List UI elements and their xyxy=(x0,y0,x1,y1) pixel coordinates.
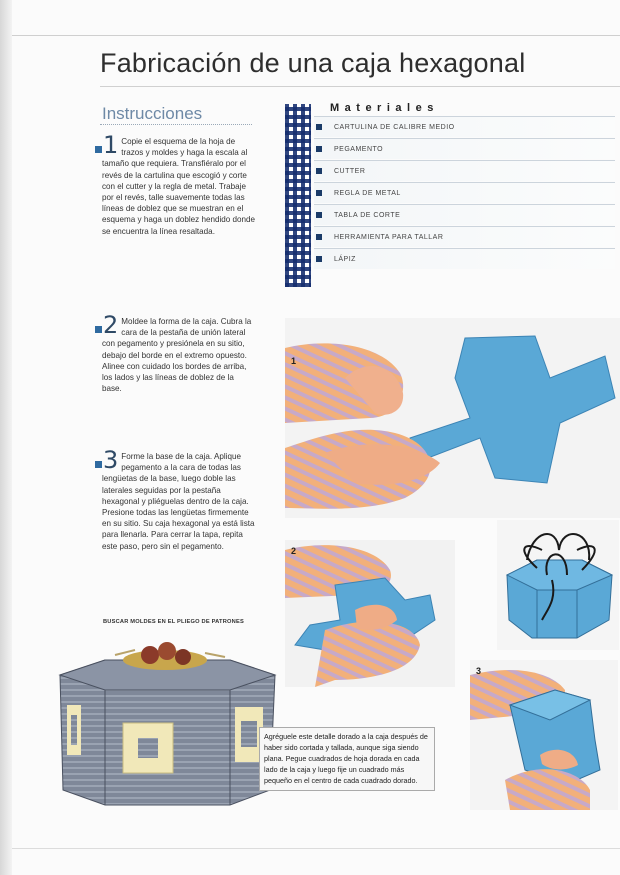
materials-item: HERRAMIENTA PARA TALLAR xyxy=(314,226,615,247)
title-rule xyxy=(100,86,620,87)
step-bullet-icon xyxy=(95,146,102,153)
photo-step-3 xyxy=(470,660,618,810)
photo-step-1 xyxy=(285,318,620,518)
square-bullet-icon xyxy=(316,190,322,196)
materials-item: CARTULINA DE CALIBRE MEDIO xyxy=(314,116,615,137)
square-bullet-icon xyxy=(316,124,322,130)
page-title: Fabricación de una caja hexagonal xyxy=(100,48,526,78)
patterns-note: BUSCAR MOLDES EN EL PLIEGO DE PATRONES xyxy=(103,619,244,625)
gift-caption: Agréguele este detalle dorado a la caja después de haber sido cortada y tallada, aunque siga siendo plana. Pegue cuadrados de hoja dorada en cada lado de la caja y luego fije un cuadrado más pequeño en el centro de cada cuadrado dorado. xyxy=(259,727,435,791)
step-1-text: Copie el esquema de la hoja de trazos y moldes y haga la escala al tamaño que requiera. Transfiéralo por el revés de la cartulina que escogió y corte con el cutter y la regla de metal. Trabaje por el revés, talle suavemente todas las líneas de doblez que se muestran en el esquema y haga un doblez hendido donde se encuentra la línea resaltada. xyxy=(102,137,256,236)
square-bullet-icon xyxy=(316,168,322,174)
book-spine-shadow xyxy=(0,0,12,875)
photo-step-3-illustration xyxy=(470,660,618,810)
photo-finished-box xyxy=(497,520,619,650)
photo-2-label: 2 xyxy=(291,546,297,556)
step-1 xyxy=(102,131,256,237)
bottom-rule xyxy=(12,848,620,849)
materials-item: TABLA DE CORTE xyxy=(314,204,615,225)
materials-item: PEGAMENTO xyxy=(314,138,615,159)
instructions-rule xyxy=(100,124,252,125)
top-rule xyxy=(12,35,620,36)
photo-step-1-illustration xyxy=(285,318,620,518)
step-2-number: 2 xyxy=(95,313,118,337)
square-bullet-icon xyxy=(316,146,322,152)
materials-item: REGLA DE METAL xyxy=(314,182,615,203)
step-2-text: Moldee la forma de la caja. Cubra la cara de la pestaña de unión lateral con pegamento y presiónela en su sitio, debajo del borde en el extremo opuesto. Alinee con cuidado los bordes de arriba, los lados y las líneas de doblez de la base. xyxy=(102,317,252,394)
gift-box-illustration xyxy=(55,635,280,815)
square-bullet-icon xyxy=(316,212,322,218)
step-bullet-icon xyxy=(95,461,102,468)
photo-1-label: 1 xyxy=(291,356,297,366)
step-3-text: Forme la base de la caja. Aplique pegamento a la cara de todas las lengüetas de la base, luego doble las laterales seguidas por la pestaña hexagonal y pliéguelas dentro de la caja. Presione todas las lengüetas firmemente en su sitio. Su caja hexagonal ya está lista para llenarla. Para cerrar la tapa, repita este paso, pero sin el pegamento. xyxy=(102,452,255,551)
step-3 xyxy=(102,446,255,552)
instructions-heading: Instrucciones xyxy=(102,104,203,123)
step-3-number: 3 xyxy=(95,448,118,472)
step-bullet-icon xyxy=(95,326,102,333)
photo-step-2 xyxy=(285,540,455,687)
square-bullet-icon xyxy=(316,256,322,262)
materials-item: CUTTER xyxy=(314,160,615,181)
materials-list xyxy=(314,116,615,270)
step-2 xyxy=(102,311,255,394)
checkered-strip xyxy=(285,104,311,287)
photo-step-2-illustration xyxy=(285,540,455,687)
photo-3-label: 3 xyxy=(476,666,482,676)
materials-item: LÁPIZ xyxy=(314,248,615,269)
decorated-gift-box xyxy=(55,635,280,815)
materials-heading: Materiales xyxy=(330,102,439,114)
step-1-number: 1 xyxy=(95,133,118,157)
photo-finished-box-illustration xyxy=(497,520,619,650)
square-bullet-icon xyxy=(316,234,322,240)
